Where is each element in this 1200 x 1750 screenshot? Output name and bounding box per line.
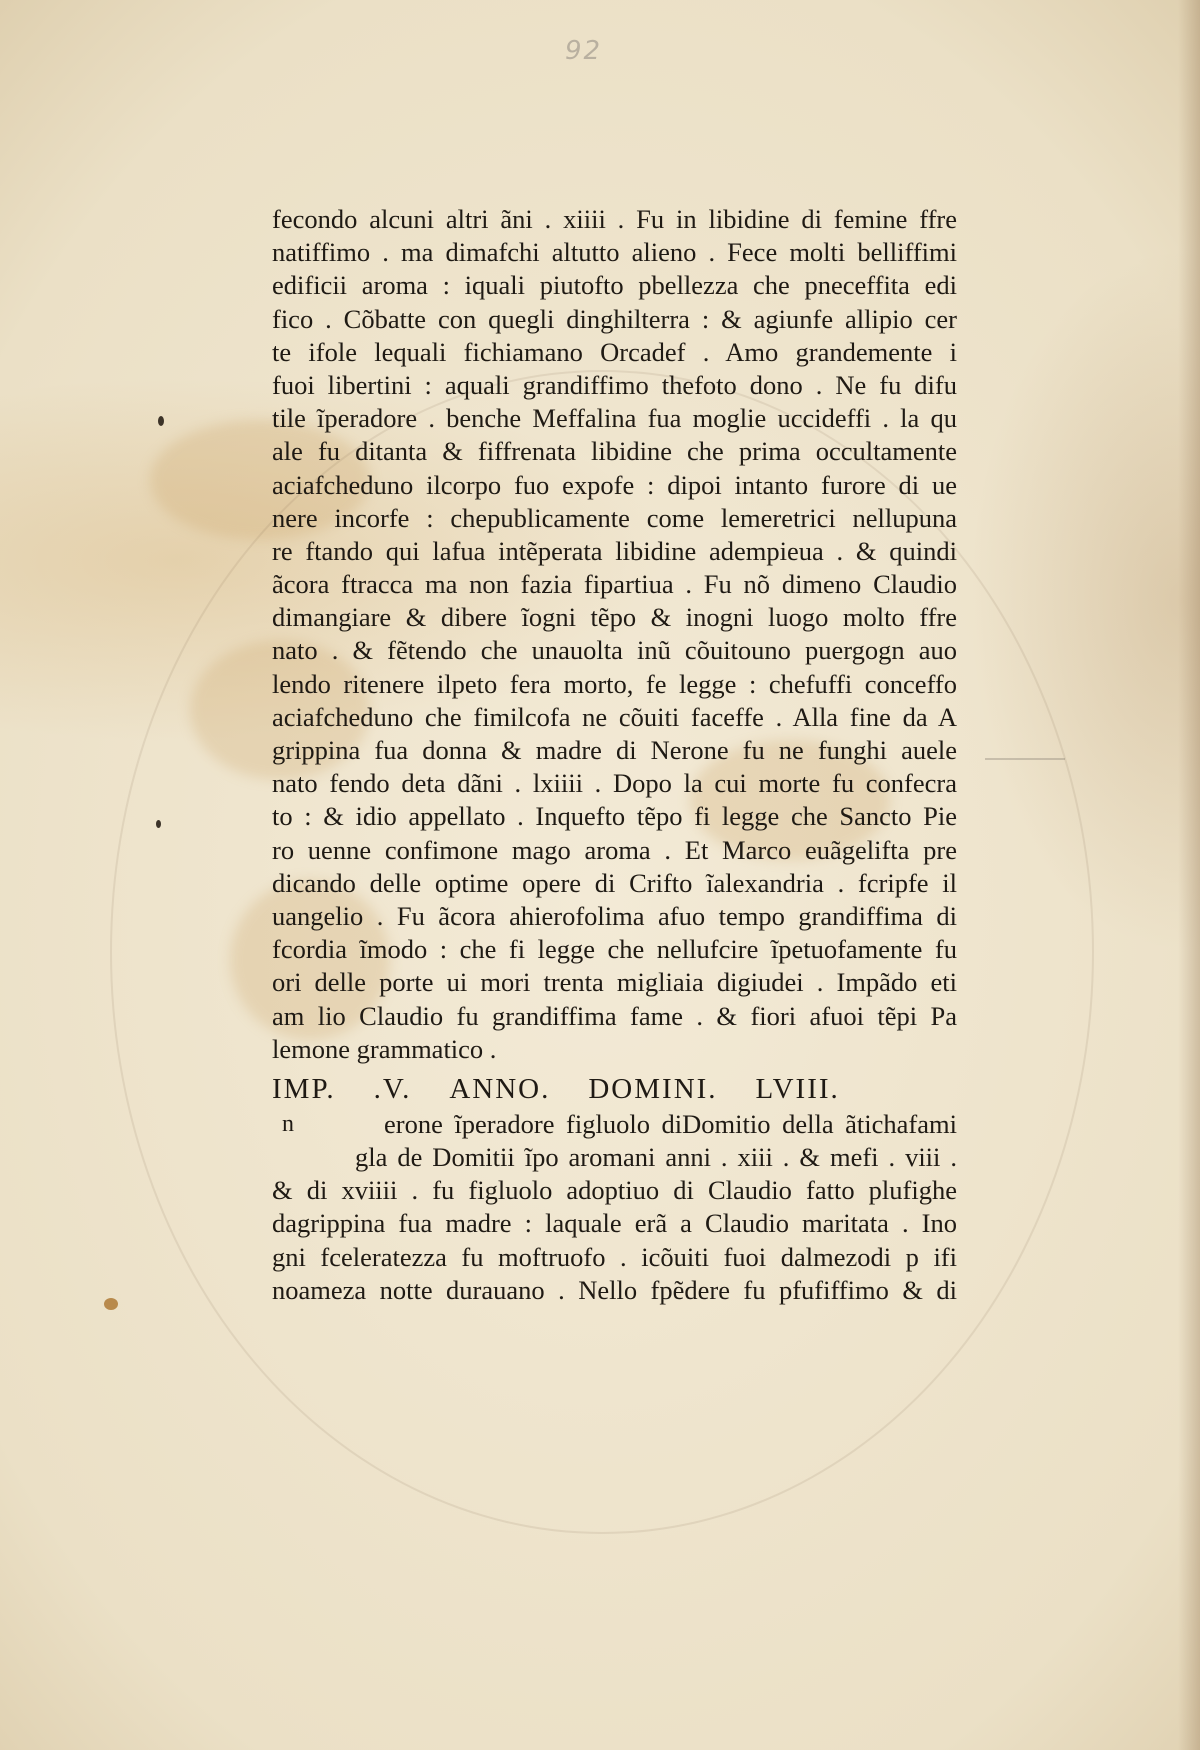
text-line: fecondo alcuni altri ãni . xiiii . Fu in libidine di femine ffre	[272, 204, 957, 234]
text-line: gni fceleratezza fu moftruofo . icõuiti fuoi dalmezodi p ifi	[272, 1241, 957, 1272]
heading-year: LVIII.	[755, 1072, 840, 1105]
text-line: to : & idio appellato . Inquefto tẽpo fi legge che Sancto Pie	[272, 801, 957, 832]
text-line: nato . & fẽtendo che unauolta inũ cõuitouno puergogn auo	[272, 635, 957, 666]
text-line: te ifole lequali fichiamano Orcadef . Amo grandemente i	[272, 336, 957, 367]
text-line: ori delle porte ui mori trenta migliaia digiudei . Impãdo eti	[272, 967, 957, 998]
text-line: nere incorfe : chepublicamente come lemeretrici nellupuna	[272, 502, 957, 533]
text-line: nato fendo deta dãni . lxiiii . Dopo la cui morte fu confecra	[272, 768, 957, 799]
heading-anno: ANNO.	[449, 1072, 551, 1105]
text-line: gla de Domitii ĩpo aromani anni . xiii . & mefi . viii .	[355, 1142, 957, 1173]
text-line: fuoi libertini : aquali grandiffimo thefoto dono . Ne fu difu	[272, 369, 957, 400]
text-line: uangelio . Fu ãcora ahierofolima afuo tempo grandiffima di	[272, 900, 957, 931]
text-line: dimangiare & dibere ĩogni tẽpo & inogni luogo molto ffre	[272, 602, 957, 633]
text-line: erone ĩperadore figluolo diDomitio della ãtichafami	[384, 1108, 957, 1139]
ink-speck	[156, 820, 161, 828]
chapter-heading	[272, 1070, 957, 1108]
text-line: lendo ritenere ilpeto fera morto, fe legge : chefuffi conceffo	[272, 668, 957, 699]
page-number: 92	[565, 36, 603, 66]
text-block	[272, 203, 972, 1307]
text-line: grippina fua donna & madre di Nerone fu ne funghi auele	[272, 735, 957, 765]
text-line: aciafcheduno che fimilcofa ne cõuiti faceffe . Alla fine da A	[272, 701, 957, 732]
text-line: edificii aroma : iquali piutofto pbellezza che pneceffita edi	[272, 270, 957, 301]
text-line: re ftando qui lafua intẽperata libidine adempieua . & quindi	[272, 535, 957, 566]
text-line: ale fu ditanta & fiffrenata libidine che prima occultamente	[272, 436, 957, 467]
pencil-mark	[985, 758, 1065, 760]
text-line: tile ĩperadore . benche Meffalina fua moglie uccideffi . la qu	[272, 403, 957, 434]
text-line: natiffimo . ma dimafchi altutto alieno . Fece molti belliffimi	[272, 237, 957, 268]
text-line: ãcora ftracca ma non fazia fipartiua . Fu nõ dimeno Claudio	[272, 569, 957, 600]
text-line: fico . Cõbatte con quegli dinghilterra : & agiunfe allipio cer	[272, 303, 957, 334]
heading-number: .V.	[373, 1072, 412, 1105]
guide-letter: n	[282, 1110, 294, 1137]
text-line: & di xviiii . fu figluolo adoptiuo di Claudio fatto plufighe	[272, 1175, 957, 1206]
heading-imp: IMP.	[272, 1072, 336, 1105]
ink-speck	[104, 1298, 118, 1310]
text-line: aciafcheduno ilcorpo fuo expofe : dipoi intanto furore di ue	[272, 469, 957, 500]
section-first-line	[272, 1108, 957, 1141]
text-line: dicando delle optime opere di Crifto ĩalexandria . fcripfe il	[272, 867, 957, 898]
ink-speck	[158, 416, 164, 426]
heading-domini: DOMINI.	[588, 1072, 718, 1105]
text-line: ro uenne confimone mago aroma . Et Marco euãgelifta pre	[272, 834, 957, 865]
text-line: dagrippina fua madre : laquale erã a Claudio maritata . Ino	[272, 1208, 957, 1239]
text-line: fcordia ĩmodo : che fi legge che nellufcire ĩpetuofamente fu	[272, 934, 957, 965]
text-line: noameza notte durauano . Nello fpẽdere fu pfufiffimo & di	[272, 1274, 957, 1305]
text-line: lemone grammatico .	[272, 1033, 497, 1064]
text-line: am lio Claudio fu grandiffima fame . & fiori afuoi tẽpi Pa	[272, 1000, 957, 1031]
page-edge-shadow	[1178, 0, 1200, 1750]
